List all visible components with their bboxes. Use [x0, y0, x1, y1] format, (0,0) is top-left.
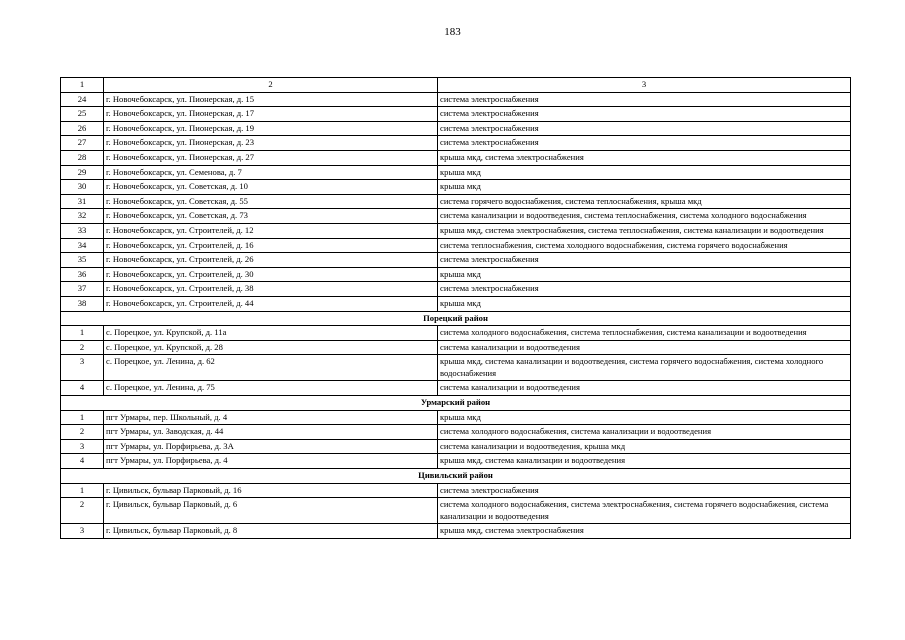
row-address: с. Порецкое, ул. Крупской, д. 11а — [104, 326, 438, 341]
table-row — [61, 209, 851, 224]
row-number: 2 — [61, 425, 104, 440]
row-address: г. Новочебоксарск, ул. Строителей, д. 38 — [104, 282, 438, 297]
district-header-row — [61, 311, 851, 326]
row-address: г. Цивильск, бульвар Парковый, д. 8 — [104, 524, 438, 539]
row-number: 1 — [61, 483, 104, 498]
row-number: 37 — [61, 282, 104, 297]
row-number: 3 — [61, 524, 104, 539]
row-systems: система электроснабжения — [438, 253, 851, 268]
row-number: 25 — [61, 107, 104, 122]
row-systems: крыша мкд — [438, 410, 851, 425]
row-systems: система электроснабжения — [438, 92, 851, 107]
row-address: пгт Урмары, ул. Порфирьева, д. 3А — [104, 439, 438, 454]
row-number: 28 — [61, 150, 104, 165]
row-systems: система холодного водоснабжения, система электроснабжения, система горячего водоснабжения, система канализации и водоотведения — [438, 498, 851, 524]
page-number: 183 — [444, 26, 461, 38]
table-row — [61, 194, 851, 209]
row-address: г. Новочебоксарск, ул. Строителей, д. 12 — [104, 223, 438, 238]
table-row — [61, 238, 851, 253]
buildings-table — [60, 77, 851, 539]
table-row — [61, 282, 851, 297]
row-systems: крыша мкд — [438, 296, 851, 311]
row-number: 35 — [61, 253, 104, 268]
row-address: г. Новочебоксарск, ул. Строителей, д. 16 — [104, 238, 438, 253]
table-row — [61, 454, 851, 469]
table-row — [61, 267, 851, 282]
district-title: Порецкий район — [61, 311, 851, 326]
row-systems: система холодного водоснабжения, система канализации и водоотведения — [438, 425, 851, 440]
table-row — [61, 410, 851, 425]
row-address: г. Новочебоксарск, ул. Советская, д. 55 — [104, 194, 438, 209]
table-row — [61, 180, 851, 195]
row-address: с. Порецкое, ул. Крупской, д. 28 — [104, 340, 438, 355]
table-row — [61, 296, 851, 311]
row-number: 33 — [61, 223, 104, 238]
row-number: 26 — [61, 121, 104, 136]
row-address: пгт Урмары, пер. Школьный, д. 4 — [104, 410, 438, 425]
column-number-2: 2 — [104, 78, 438, 93]
row-systems: крыша мкд, система электроснабжения, система теплоснабжения, система канализации и водоотведения — [438, 223, 851, 238]
row-number: 27 — [61, 136, 104, 151]
table-row — [61, 107, 851, 122]
district-title: Цивильский район — [61, 469, 851, 484]
row-address: г. Новочебоксарск, ул. Пионерская, д. 23 — [104, 136, 438, 151]
row-number: 24 — [61, 92, 104, 107]
row-address: г. Новочебоксарск, ул. Семенова, д. 7 — [104, 165, 438, 180]
district-title: Урмарский район — [61, 396, 851, 411]
row-number: 4 — [61, 454, 104, 469]
row-address: г. Новочебоксарск, ул. Строителей, д. 26 — [104, 253, 438, 268]
row-systems: система канализации и водоотведения — [438, 381, 851, 396]
row-address: г. Новочебоксарск, ул. Строителей, д. 30 — [104, 267, 438, 282]
district-header-row — [61, 396, 851, 411]
row-address: г. Новочебоксарск, ул. Пионерская, д. 17 — [104, 107, 438, 122]
table-row — [61, 165, 851, 180]
row-systems: система электроснабжения — [438, 107, 851, 122]
row-systems: система электроснабжения — [438, 483, 851, 498]
row-number: 38 — [61, 296, 104, 311]
table-row — [61, 150, 851, 165]
row-number: 31 — [61, 194, 104, 209]
table-row — [61, 498, 851, 524]
table-row — [61, 92, 851, 107]
table-body — [61, 78, 851, 539]
row-address: г. Новочебоксарск, ул. Советская, д. 73 — [104, 209, 438, 224]
row-address: г. Новочебоксарск, ул. Советская, д. 10 — [104, 180, 438, 195]
row-systems: система электроснабжения — [438, 282, 851, 297]
row-systems: крыша мкд, система канализации и водоотведения — [438, 454, 851, 469]
row-number: 4 — [61, 381, 104, 396]
table-row — [61, 121, 851, 136]
row-number: 2 — [61, 340, 104, 355]
table-row — [61, 483, 851, 498]
row-systems: система теплоснабжения, система холодного водоснабжения, система горячего водоснабжения — [438, 238, 851, 253]
row-systems: система холодного водоснабжения, система теплоснабжения, система канализации и водоотведения — [438, 326, 851, 341]
row-address: пгт Урмары, ул. Порфирьева, д. 4 — [104, 454, 438, 469]
row-address: с. Порецкое, ул. Ленина, д. 62 — [104, 355, 438, 381]
row-address: г. Цивильск, бульвар Парковый, д. 16 — [104, 483, 438, 498]
column-number-row — [61, 78, 851, 93]
table-row — [61, 253, 851, 268]
table-row — [61, 524, 851, 539]
row-address: г. Цивильск, бульвар Парковый, д. 6 — [104, 498, 438, 524]
row-number: 36 — [61, 267, 104, 282]
row-systems: система горячего водоснабжения, система теплоснабжения, крыша мкд — [438, 194, 851, 209]
row-systems: система канализации и водоотведения, крыша мкд — [438, 439, 851, 454]
table-row — [61, 136, 851, 151]
column-number-1: 1 — [61, 78, 104, 93]
district-header-row — [61, 469, 851, 484]
row-systems: крыша мкд, система электроснабжения — [438, 524, 851, 539]
row-address: пгт Урмары, ул. Заводская, д. 44 — [104, 425, 438, 440]
row-address: г. Новочебоксарск, ул. Пионерская, д. 19 — [104, 121, 438, 136]
column-number-3: 3 — [438, 78, 851, 93]
row-address: г. Новочебоксарск, ул. Пионерская, д. 15 — [104, 92, 438, 107]
row-systems: крыша мкд — [438, 180, 851, 195]
row-systems: система электроснабжения — [438, 121, 851, 136]
row-systems: система канализации и водоотведения — [438, 340, 851, 355]
row-address: с. Порецкое, ул. Ленина, д. 75 — [104, 381, 438, 396]
row-number: 30 — [61, 180, 104, 195]
row-number: 1 — [61, 326, 104, 341]
row-systems: крыша мкд, система электроснабжения — [438, 150, 851, 165]
row-number: 2 — [61, 498, 104, 524]
row-systems: крыша мкд — [438, 165, 851, 180]
table-row — [61, 340, 851, 355]
row-address: г. Новочебоксарск, ул. Строителей, д. 44 — [104, 296, 438, 311]
row-number: 1 — [61, 410, 104, 425]
row-number: 29 — [61, 165, 104, 180]
row-systems: система электроснабжения — [438, 136, 851, 151]
table-row — [61, 425, 851, 440]
table-row — [61, 326, 851, 341]
row-systems: система канализации и водоотведения, система теплоснабжения, система холодного водоснабжения — [438, 209, 851, 224]
row-systems: крыша мкд — [438, 267, 851, 282]
row-systems: крыша мкд, система канализации и водоотведения, система горячего водоснабжения, система холодного водоснабжения — [438, 355, 851, 381]
row-number: 3 — [61, 355, 104, 381]
table-row — [61, 381, 851, 396]
row-number: 3 — [61, 439, 104, 454]
table-row — [61, 355, 851, 381]
table-row — [61, 439, 851, 454]
row-address: г. Новочебоксарск, ул. Пионерская, д. 27 — [104, 150, 438, 165]
table-row — [61, 223, 851, 238]
row-number: 34 — [61, 238, 104, 253]
row-number: 32 — [61, 209, 104, 224]
